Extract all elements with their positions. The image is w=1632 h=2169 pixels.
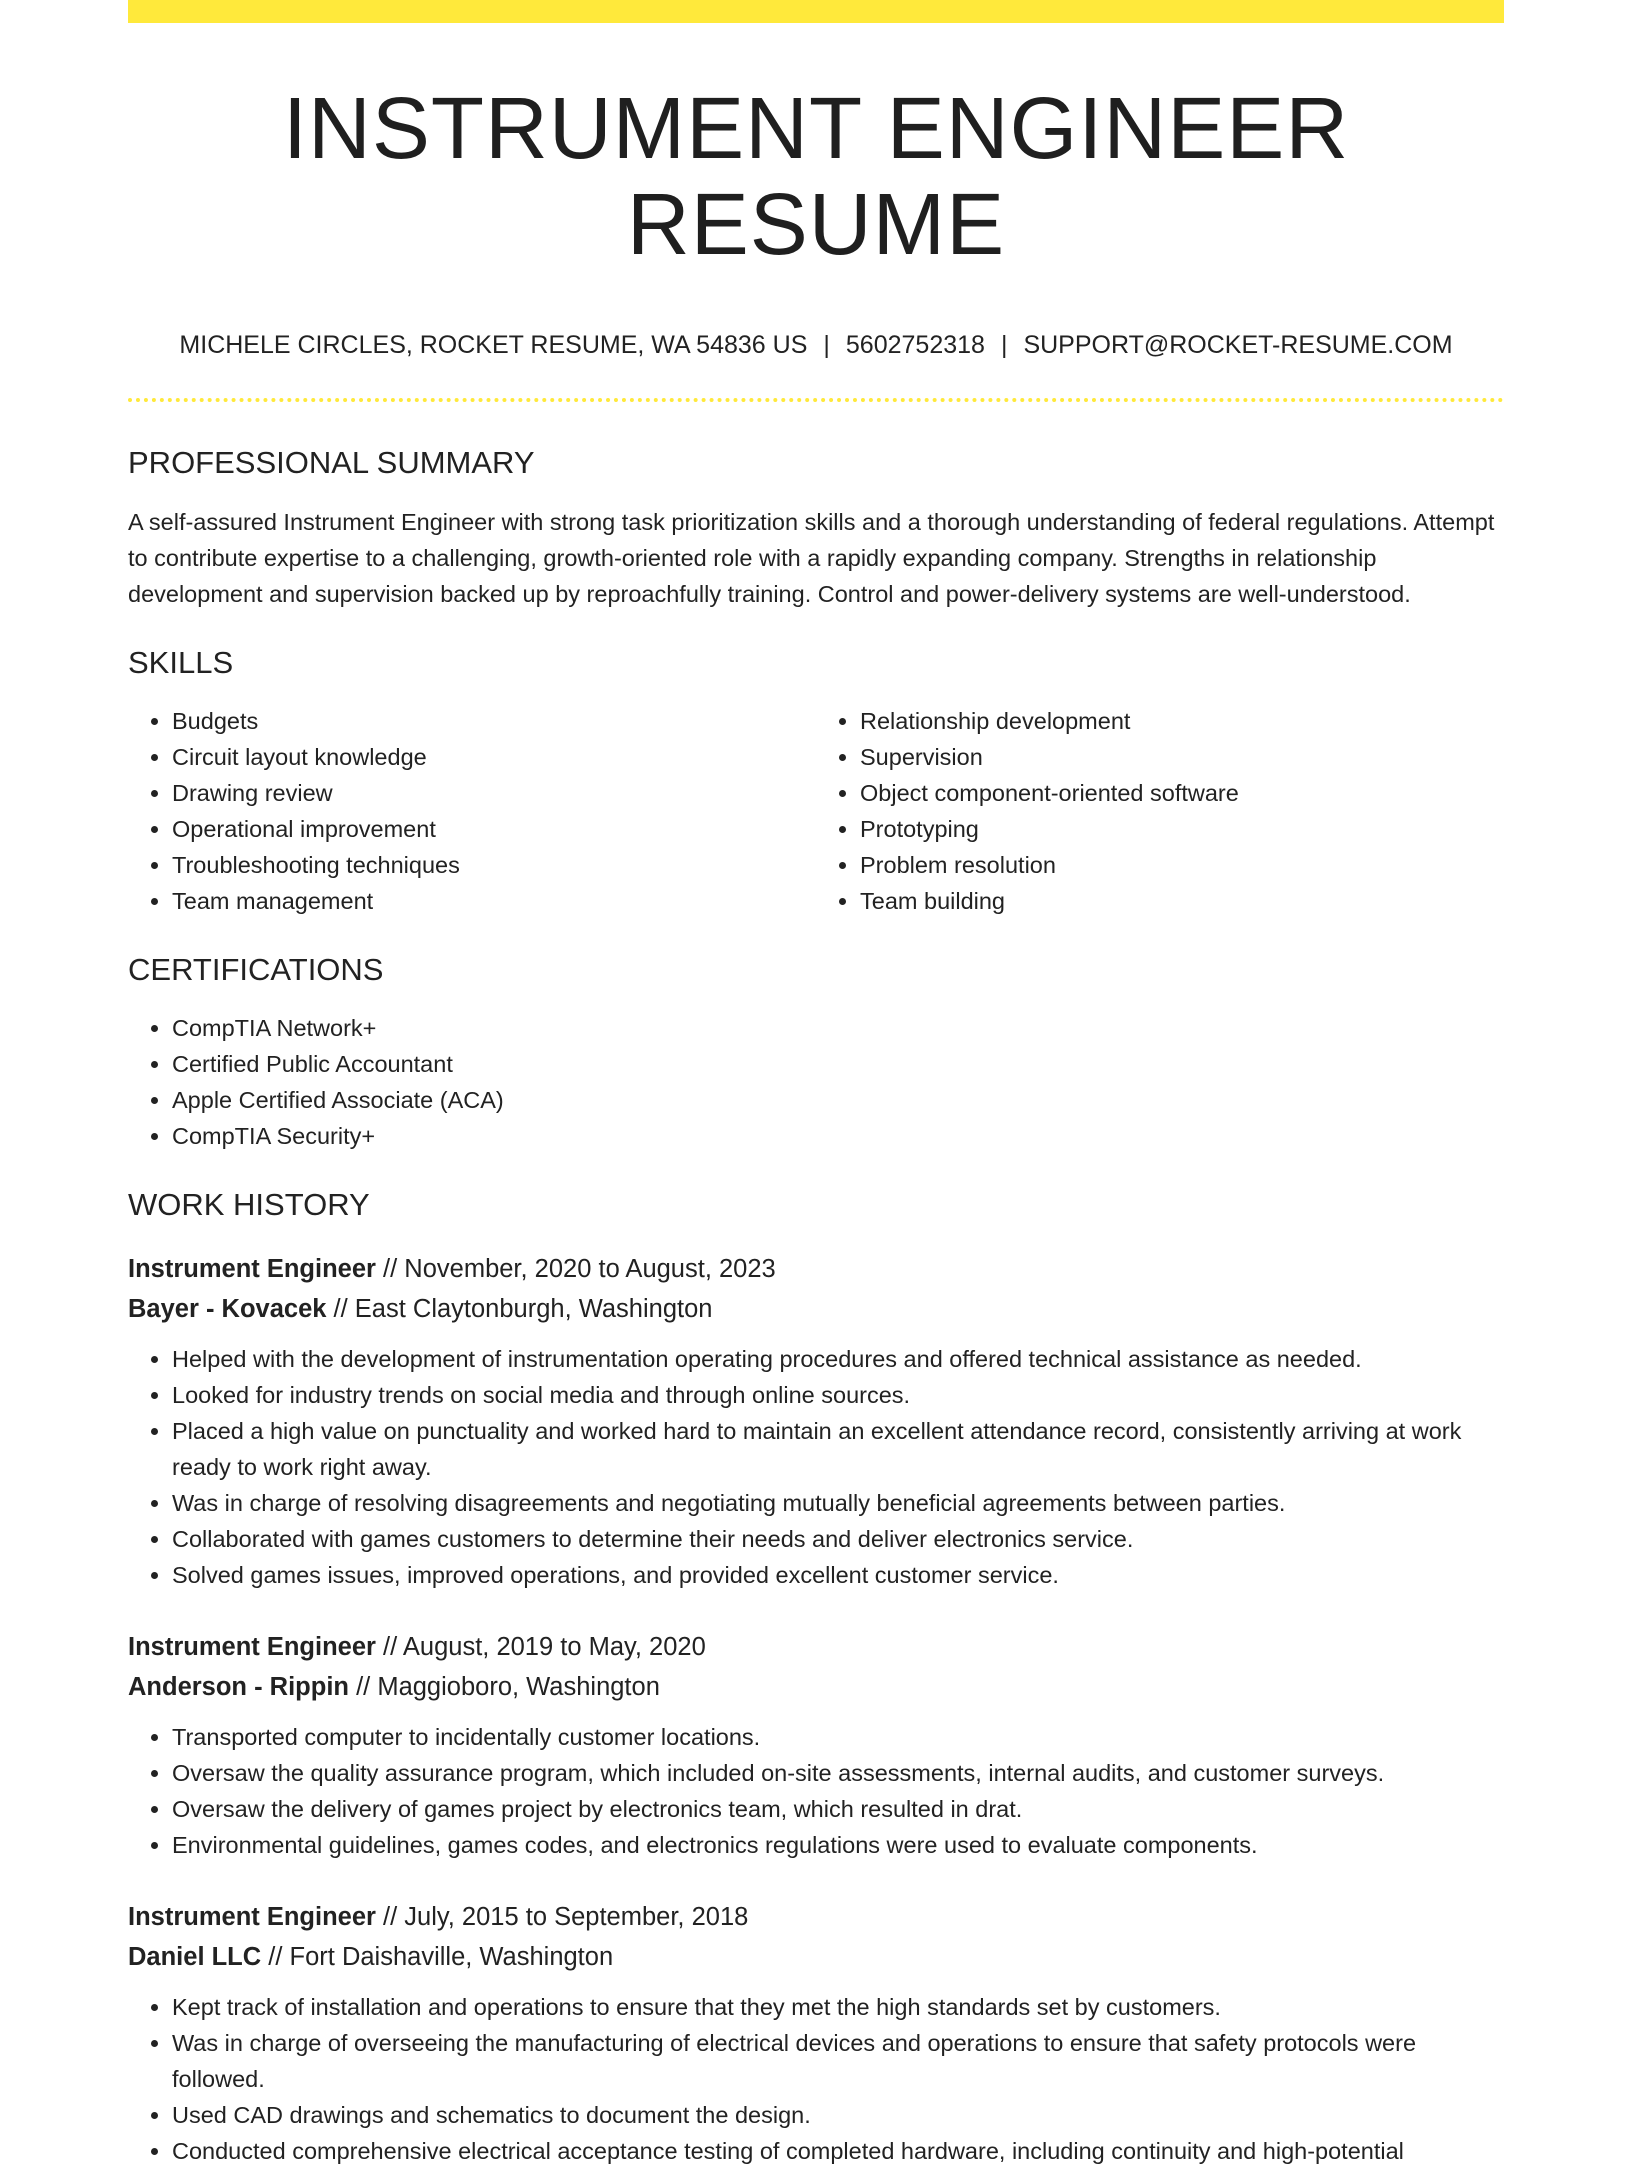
job-location: // Fort Daishaville, Washington [261,1943,614,1972]
skill-item: • Object component-oriented software [860,775,1504,811]
job-title-line [128,1249,1504,1289]
summary-text: A self-assured Instrument Engineer with strong task prioritization skills and a thorough understanding of federal regulations. Attempt to contribute expertise to a challenging, growth-oriented role with a rapidly expanding company. Strengths in relationship development and supervision backed up by reproachfully training. Control and power-delivery systems are well-understood. [128,508,1495,607]
certification-item: • Certified Public Accountant [172,1046,1504,1082]
skills-left-list [128,703,816,919]
certifications-list [128,1010,1504,1154]
job-company: Daniel LLC [128,1943,262,1972]
certifications-heading: CERTIFICATIONS [128,951,384,987]
job-bullet: • Collaborated with games customers to determine their needs and deliver electronics service. [172,1521,1504,1557]
job-bullet: • Helped with the development of instrumentation operating procedures and offered technical assistance as needed. [172,1341,1504,1377]
job-bullet: • Solved games issues, improved operations, and provided excellent customer service. [172,1557,1504,1593]
certification-item: • Apple Certified Associate (ACA) [172,1082,1504,1118]
job-bullet: • Conducted comprehensive electrical acceptance testing of completed hardware, including continuity and high-potential [172,2133,1504,2169]
certification-item: • CompTIA Network+ [172,1010,1504,1046]
contact-separator: | [823,331,830,360]
dotted-divider [128,398,1504,402]
page-title: INSTRUMENT ENGINEER RESUME [282,80,1350,273]
job-role: Instrument Engineer [128,1903,376,1932]
skill-item: • Troubleshooting techniques [172,847,816,883]
job-dates: // November, 2020 to August, 2023 [375,1255,776,1284]
skill-item: • Operational improvement [172,811,816,847]
certification-item: • CompTIA Security+ [172,1118,1504,1154]
job-company: Anderson - Rippin [128,1673,349,1702]
resume-page [128,0,1504,2169]
job-location: // East Claytonburgh, Washington [326,1295,713,1324]
contact-separator: | [1000,331,1008,360]
job-role: Instrument Engineer [128,1255,376,1284]
skills-right-list [816,703,1504,919]
job-entry [128,1897,1504,2169]
job-title-line [128,1627,1504,1667]
job-bullet: • Environmental guidelines, games codes, and electronics regulations were used to evaluate components. [172,1827,1504,1863]
job-bullet: • Was in charge of overseeing the manufacturing of electrical devices and operations to ensure that safety protocols were followed. [172,2025,1504,2097]
skill-item: • Team management [172,883,816,919]
job-bullet: • Placed a high value on punctuality and worked hard to maintain an excellent attendance record, consistently arriving at work ready to work right away. [172,1413,1504,1485]
job-bullet: • Oversaw the delivery of games project by electronics team, which resulted in drat. [172,1791,1504,1827]
skills-columns [128,703,1504,919]
skill-item: • Team building [860,883,1504,919]
job-bullets [128,1989,1504,2169]
work-history-heading: WORK HISTORY [128,1186,370,1222]
skill-item: • Supervision [860,739,1504,775]
job-company-line [128,1667,1504,1707]
job-bullet: • Used CAD drawings and schematics to document the design. [172,2097,1504,2133]
skill-item: • Budgets [172,703,816,739]
skill-item: • Problem resolution [860,847,1504,883]
skills-heading: SKILLS [128,644,234,680]
job-company-line [128,1289,1504,1329]
job-location: // Maggioboro, Washington [348,1673,660,1702]
contact-line [128,330,1504,360]
accent-top-bar [128,0,1504,23]
job-dates: // August, 2019 to May, 2020 [375,1633,706,1662]
skill-item: • Drawing review [172,775,816,811]
contact-email: SUPPORT@ROCKET-RESUME.COM [1023,331,1453,360]
skill-item: • Prototyping [860,811,1504,847]
job-entry [128,1249,1504,1593]
job-bullet: • Was in charge of resolving disagreements and negotiating mutually beneficial agreements between parties. [172,1485,1504,1521]
job-company-line [128,1937,1504,1977]
job-dates: // July, 2015 to September, 2018 [375,1903,749,1932]
job-bullet: • Oversaw the quality assurance program, which included on-site assessments, internal audits, and customer surveys. [172,1755,1504,1791]
contact-phone: 5602752318 [845,331,985,360]
job-role: Instrument Engineer [128,1633,376,1662]
job-bullet: • Transported computer to incidentally customer locations. [172,1719,1504,1755]
job-bullets [128,1719,1504,1863]
job-title-line [128,1897,1504,1937]
job-bullet: • Looked for industry trends on social media and through online sources. [172,1377,1504,1413]
summary-heading: PROFESSIONAL SUMMARY [128,445,535,481]
job-bullet: • Kept track of installation and operations to ensure that they met the high standards set by customers. [172,1989,1504,2025]
job-entry [128,1627,1504,1863]
job-bullets [128,1341,1504,1593]
contact-address: MICHELE CIRCLES, ROCKET RESUME, WA 54836 US [179,331,808,360]
job-company: Bayer - Kovacek [128,1295,327,1324]
skill-item: • Circuit layout knowledge [172,739,816,775]
skill-item: • Relationship development [860,703,1504,739]
